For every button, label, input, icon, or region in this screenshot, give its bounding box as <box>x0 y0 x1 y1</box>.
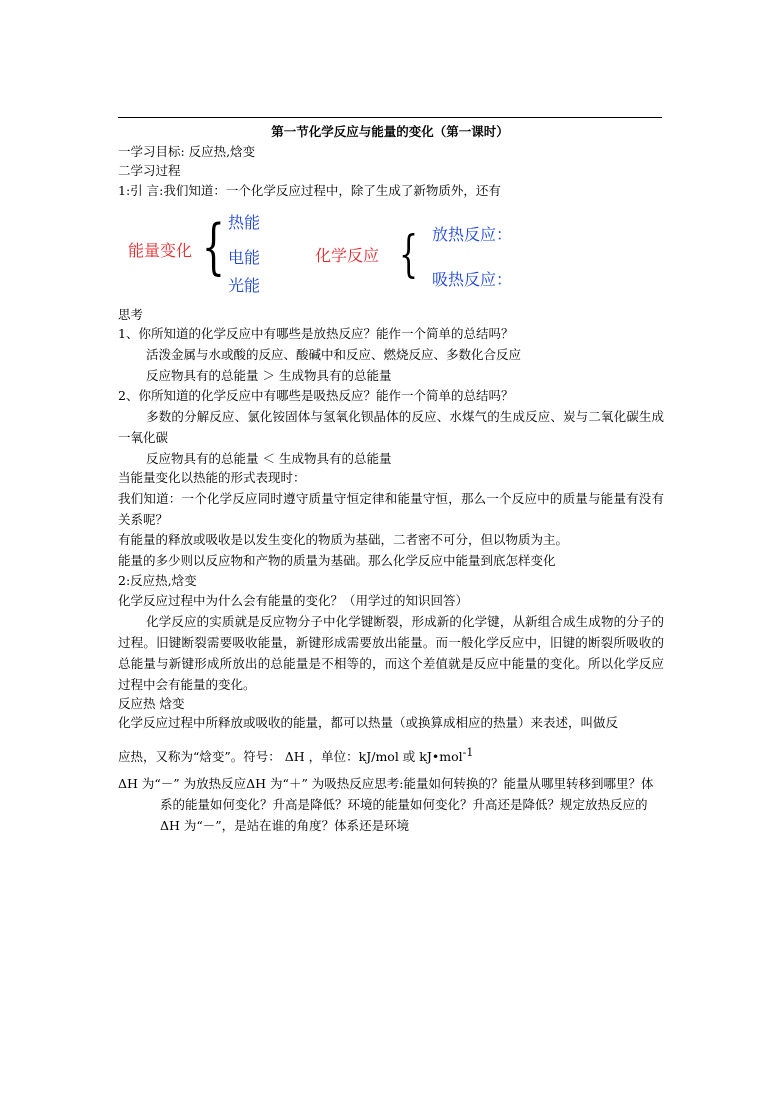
energy-heat: 热能 <box>228 213 261 232</box>
heat-enthalpy-heading: 反应热 焓变 <box>118 696 185 711</box>
header-rule <box>118 117 662 118</box>
paragraph-why: 化学反应过程中为什么会有能量的变化？（用学过的知识回答） <box>118 593 469 608</box>
answer-1: 活泼金属与水或酸的反应、酸碱中和反应、燃烧反应、多数化合反应 <box>146 347 522 362</box>
intro-line: 1:引 言:我们知道：一个化学反应过程中，除了生成了新物质外，还有 <box>118 183 501 198</box>
answer-2: 多数的分解反应、氯化铵固体与氢氧化钡晶体的反应、水煤气的生成反应、炭与二氧化碳生成一氧化碳 <box>118 409 664 445</box>
chemical-reaction-label: 化学反应 <box>315 246 380 265</box>
paragraph-conservation: 我们知道：一个化学反应同时遵守质量守恒定律和能量守恒，那么一个反应中的质量与能量有没有关系呢？ <box>118 491 664 527</box>
answer-1-energy: 反应物具有的总能量 ＞ 生成物具有的总能量 <box>146 368 392 383</box>
page-title: 第一节化学反应与能量的变化（第一课时） <box>271 124 509 139</box>
learning-process: 二学习过程 <box>118 163 181 178</box>
paragraph-essence: 化学反应的实质就是反应物分子中化学键断裂，形成新的化学键，从新组合成生成物的分子的过程。旧键断裂需要吸收能量，新键形成需要放出能量。而一般化学反应中，旧键的断裂所吸收的总能量与新键形成所放出的总能量是不相等的，而这个差值就是反应中能量的变化。所以化学反应过程中会有能量的变化。 <box>118 614 664 692</box>
energy-diagram <box>118 205 662 300</box>
exothermic-label: 放热反应： <box>432 225 513 244</box>
endothermic-label: 吸热反应： <box>432 270 513 289</box>
definition-line-2: 应热，又称为“焓变”。符号： ΔH ，单位：kJ/mol 或 kJ•mol$^{-1}$ <box>118 746 474 765</box>
think-heading: 思考 <box>118 307 144 322</box>
section-2-heading: 2:反应热,焓变 <box>118 573 197 588</box>
paragraph-matter-basis: 有能量的释放或吸收是以发生变化的物质为基础，二者密不可分，但以物质为主。 <box>118 532 569 547</box>
right-brace: { <box>399 225 419 283</box>
energy-electric: 电能 <box>228 248 261 267</box>
question-1: 1、你所知道的化学反应中有哪些是放热反应？能作一个简单的总结吗？ <box>118 326 514 341</box>
paragraph-heat-form: 当能量变化以热能的形式表现时： <box>118 470 306 485</box>
energy-change-label: 能量变化 <box>128 241 193 260</box>
left-brace: { <box>202 212 225 282</box>
learning-goal: 一学习目标: 反应热,焓变 <box>118 144 256 159</box>
question-2: 2、你所知道的化学反应中有哪些是吸热反应？能作一个简单的总结吗？ <box>118 388 514 403</box>
energy-light: 光能 <box>228 276 261 295</box>
definition-line-1: 化学反应过程中所释放或吸收的能量，都可以热量（或换算成相应的热量）来表述，叫做反 <box>118 715 619 730</box>
paragraph-mass-basis: 能量的多少则以反应物和产物的质量为基础。那么化学反应中能量到底怎样变化 <box>118 553 556 568</box>
delta-h-paragraph: ΔH 为“－” 为放热反应ΔH 为“＋” 为吸热反应思考:能量如何转换的？能量从哪里转移到哪里？体系的能量如何变化？升高是降低？环境的能量如何变化？升高还是降低？规定放热反应的ΔH 为“－”，是站在谁的角度？体系还是环境 <box>118 776 654 833</box>
answer-2-energy: 反应物具有的总能量 ＜ 生成物具有的总能量 <box>146 451 392 466</box>
